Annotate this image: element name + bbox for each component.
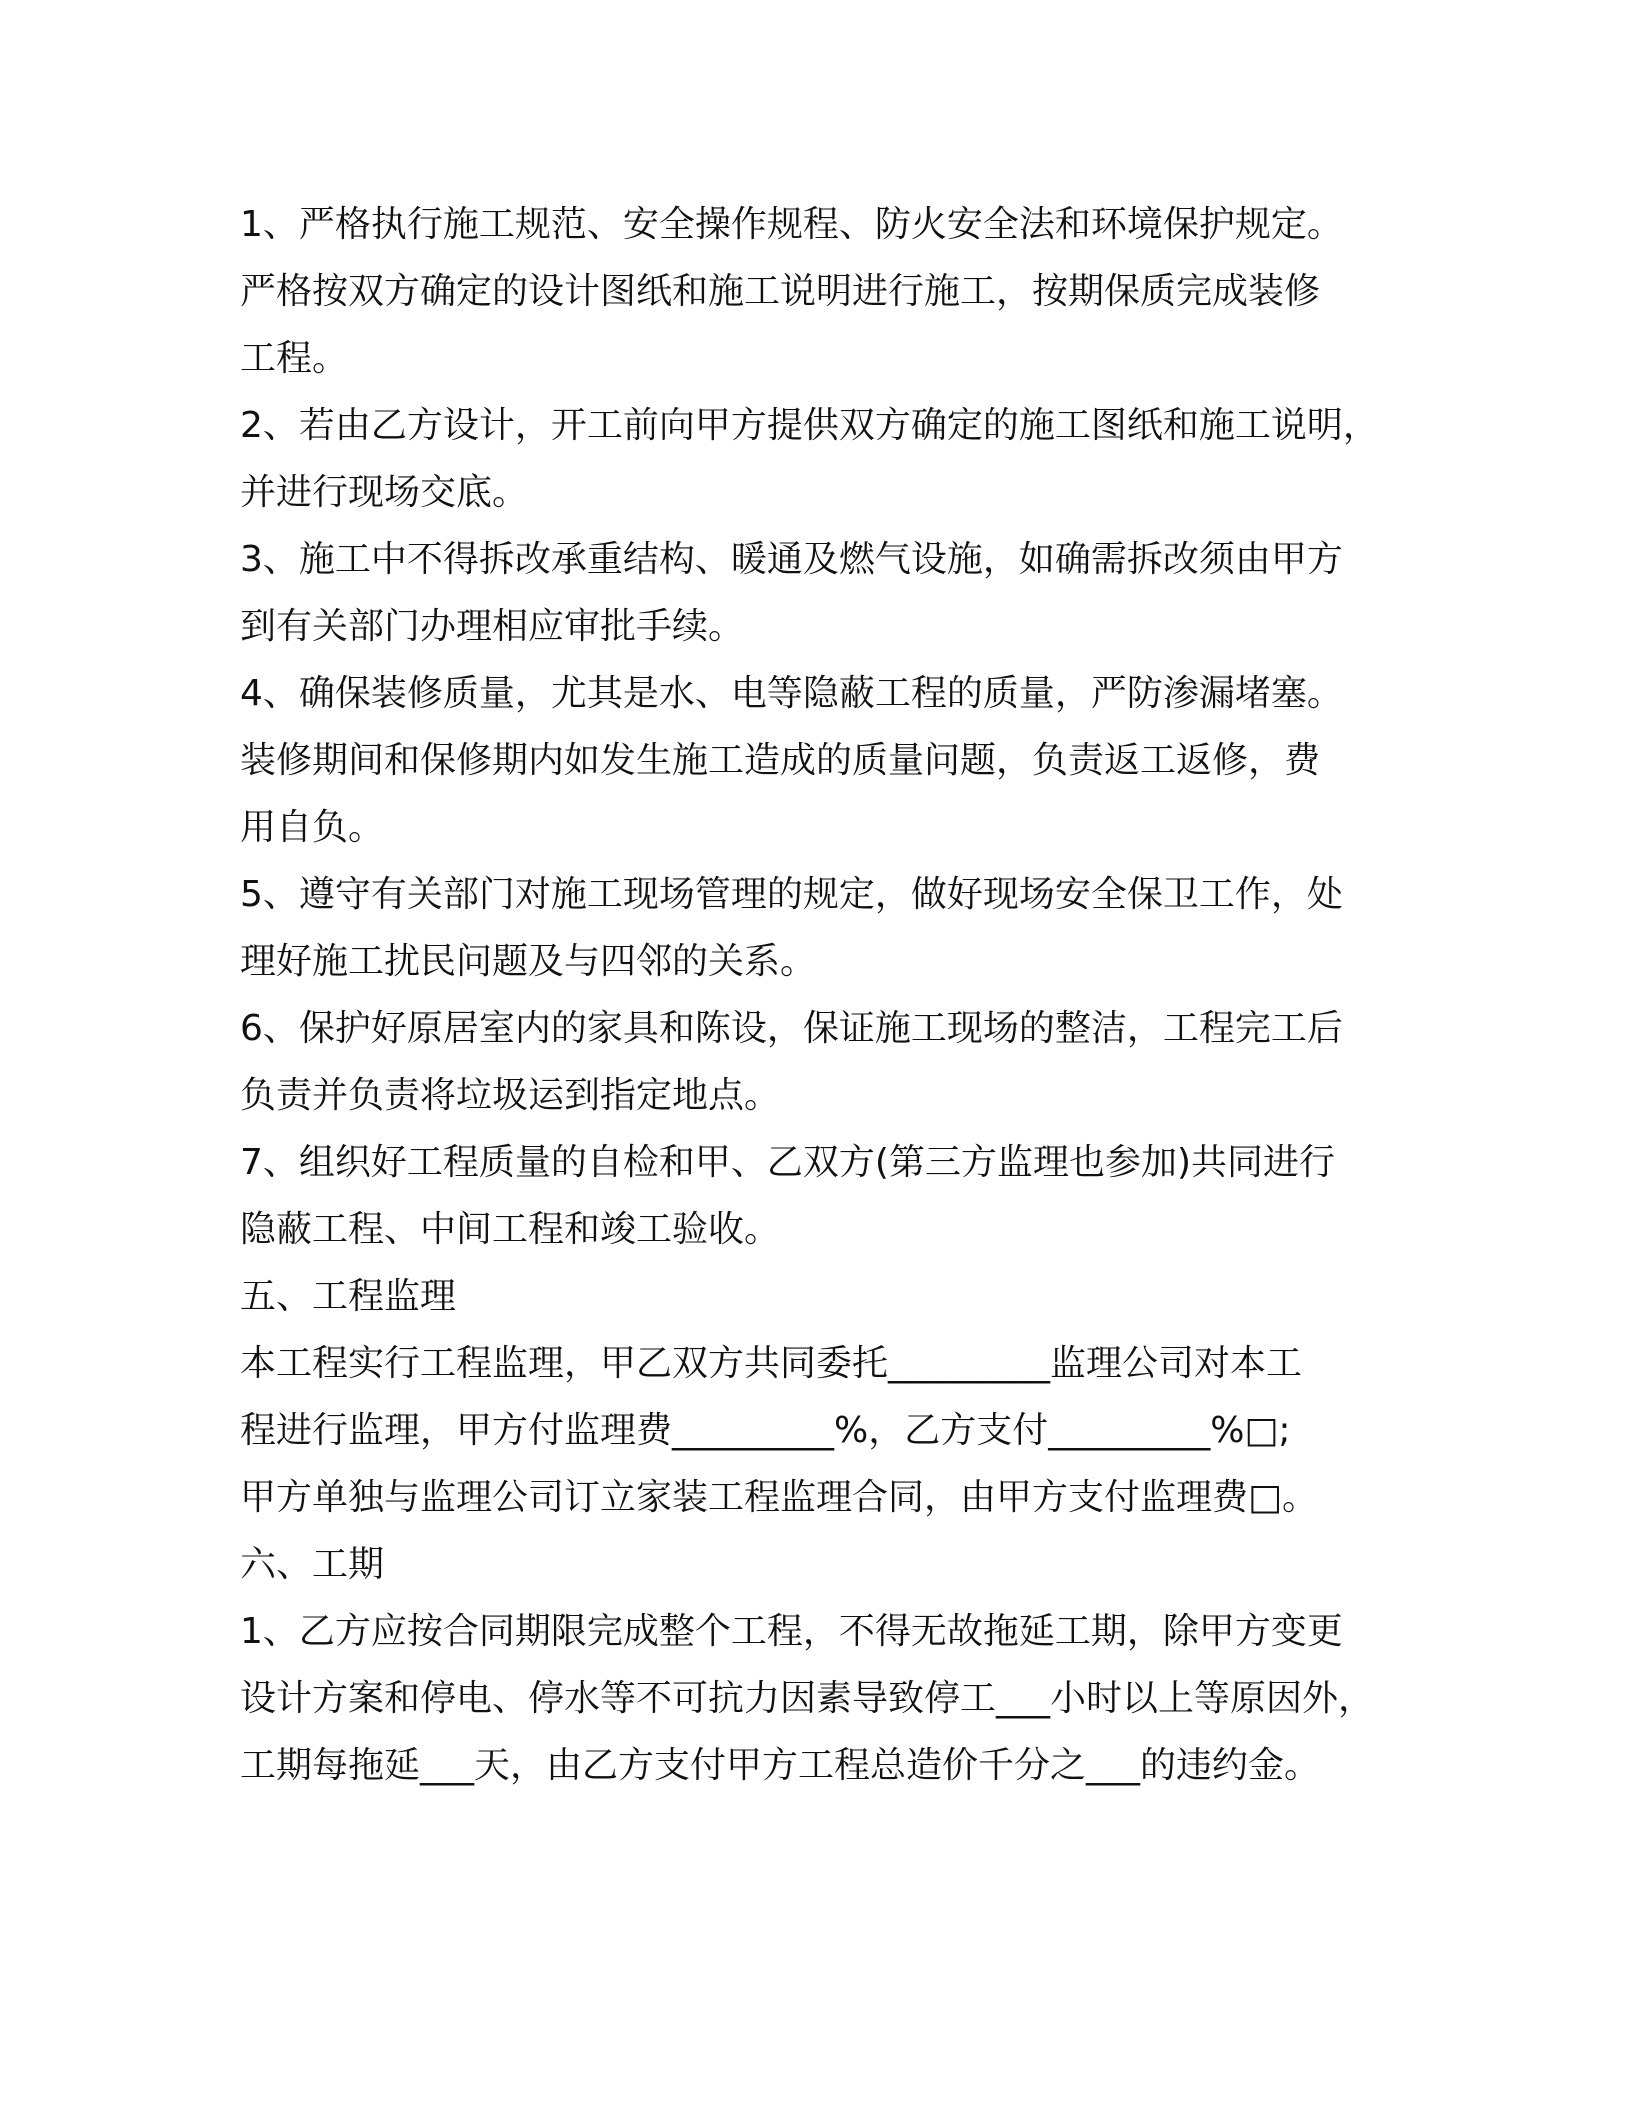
text-line: 1、严格执行施工规范、安全操作规程、防火安全法和环境保护规定。 — [240, 204, 1343, 245]
text-line: 6、保护好原居室内的家具和陈设，保证施工现场的整洁，工程完工后 — [240, 1008, 1343, 1049]
text-line: 本工程实行工程监理，甲乙双方共同委托_________监理公司对本工 — [240, 1343, 1303, 1384]
section-heading: 六、工期 — [240, 1544, 385, 1585]
text-line: 到有关部门办理相应审批手续。 — [240, 606, 745, 647]
text-line: 2、若由乙方设计，开工前向甲方提供双方确定的施工图纸和施工说明， — [240, 405, 1379, 446]
text-line: 5、遵守有关部门对施工现场管理的规定，做好现场安全保卫工作，处 — [240, 874, 1343, 915]
text-line: 1、乙方应按合同期限完成整个工程，不得无故拖延工期，除甲方变更 — [240, 1611, 1343, 1652]
text-line: 严格按双方确定的设计图纸和施工说明进行施工，按期保质完成装修 — [240, 271, 1321, 312]
text-line: 用自负。 — [240, 807, 385, 848]
text-line: 工程。 — [240, 338, 349, 379]
text-line: 并进行现场交底。 — [240, 472, 529, 513]
text-line: 隐蔽工程、中间工程和竣工验收。 — [240, 1209, 781, 1250]
text-line: 设计方案和停电、停水等不可抗力因素导致停工___小时以上等原因外， — [240, 1678, 1375, 1719]
text-line: 3、施工中不得拆改承重结构、暖通及燃气设施，如确需拆改须由甲方 — [240, 539, 1343, 580]
text-line: 程进行监理，甲方付监理费_________%，乙方支付_________%□; — [240, 1410, 1291, 1451]
document-body — [240, 191, 1440, 1799]
section-heading: 五、工程监理 — [240, 1276, 457, 1317]
text-line: 7、组织好工程质量的自检和甲、乙双方(第三方监理也参加)共同进行 — [240, 1142, 1335, 1183]
text-line: 甲方单独与监理公司订立家装工程监理合同，由甲方支付监理费□。 — [240, 1477, 1319, 1518]
text-line: 4、确保装修质量，尤其是水、电等隐蔽工程的质量，严防渗漏堵塞。 — [240, 673, 1343, 714]
text-line: 理好施工扰民问题及与四邻的关系。 — [240, 941, 817, 982]
text-line: 装修期间和保修期内如发生施工造成的质量问题，负责返工返修，费 — [240, 740, 1321, 781]
text-line: 负责并负责将垃圾运到指定地点。 — [240, 1075, 781, 1116]
text-line: 工期每拖延___天，由乙方支付甲方工程总造价千分之___的违约金。 — [240, 1745, 1321, 1786]
